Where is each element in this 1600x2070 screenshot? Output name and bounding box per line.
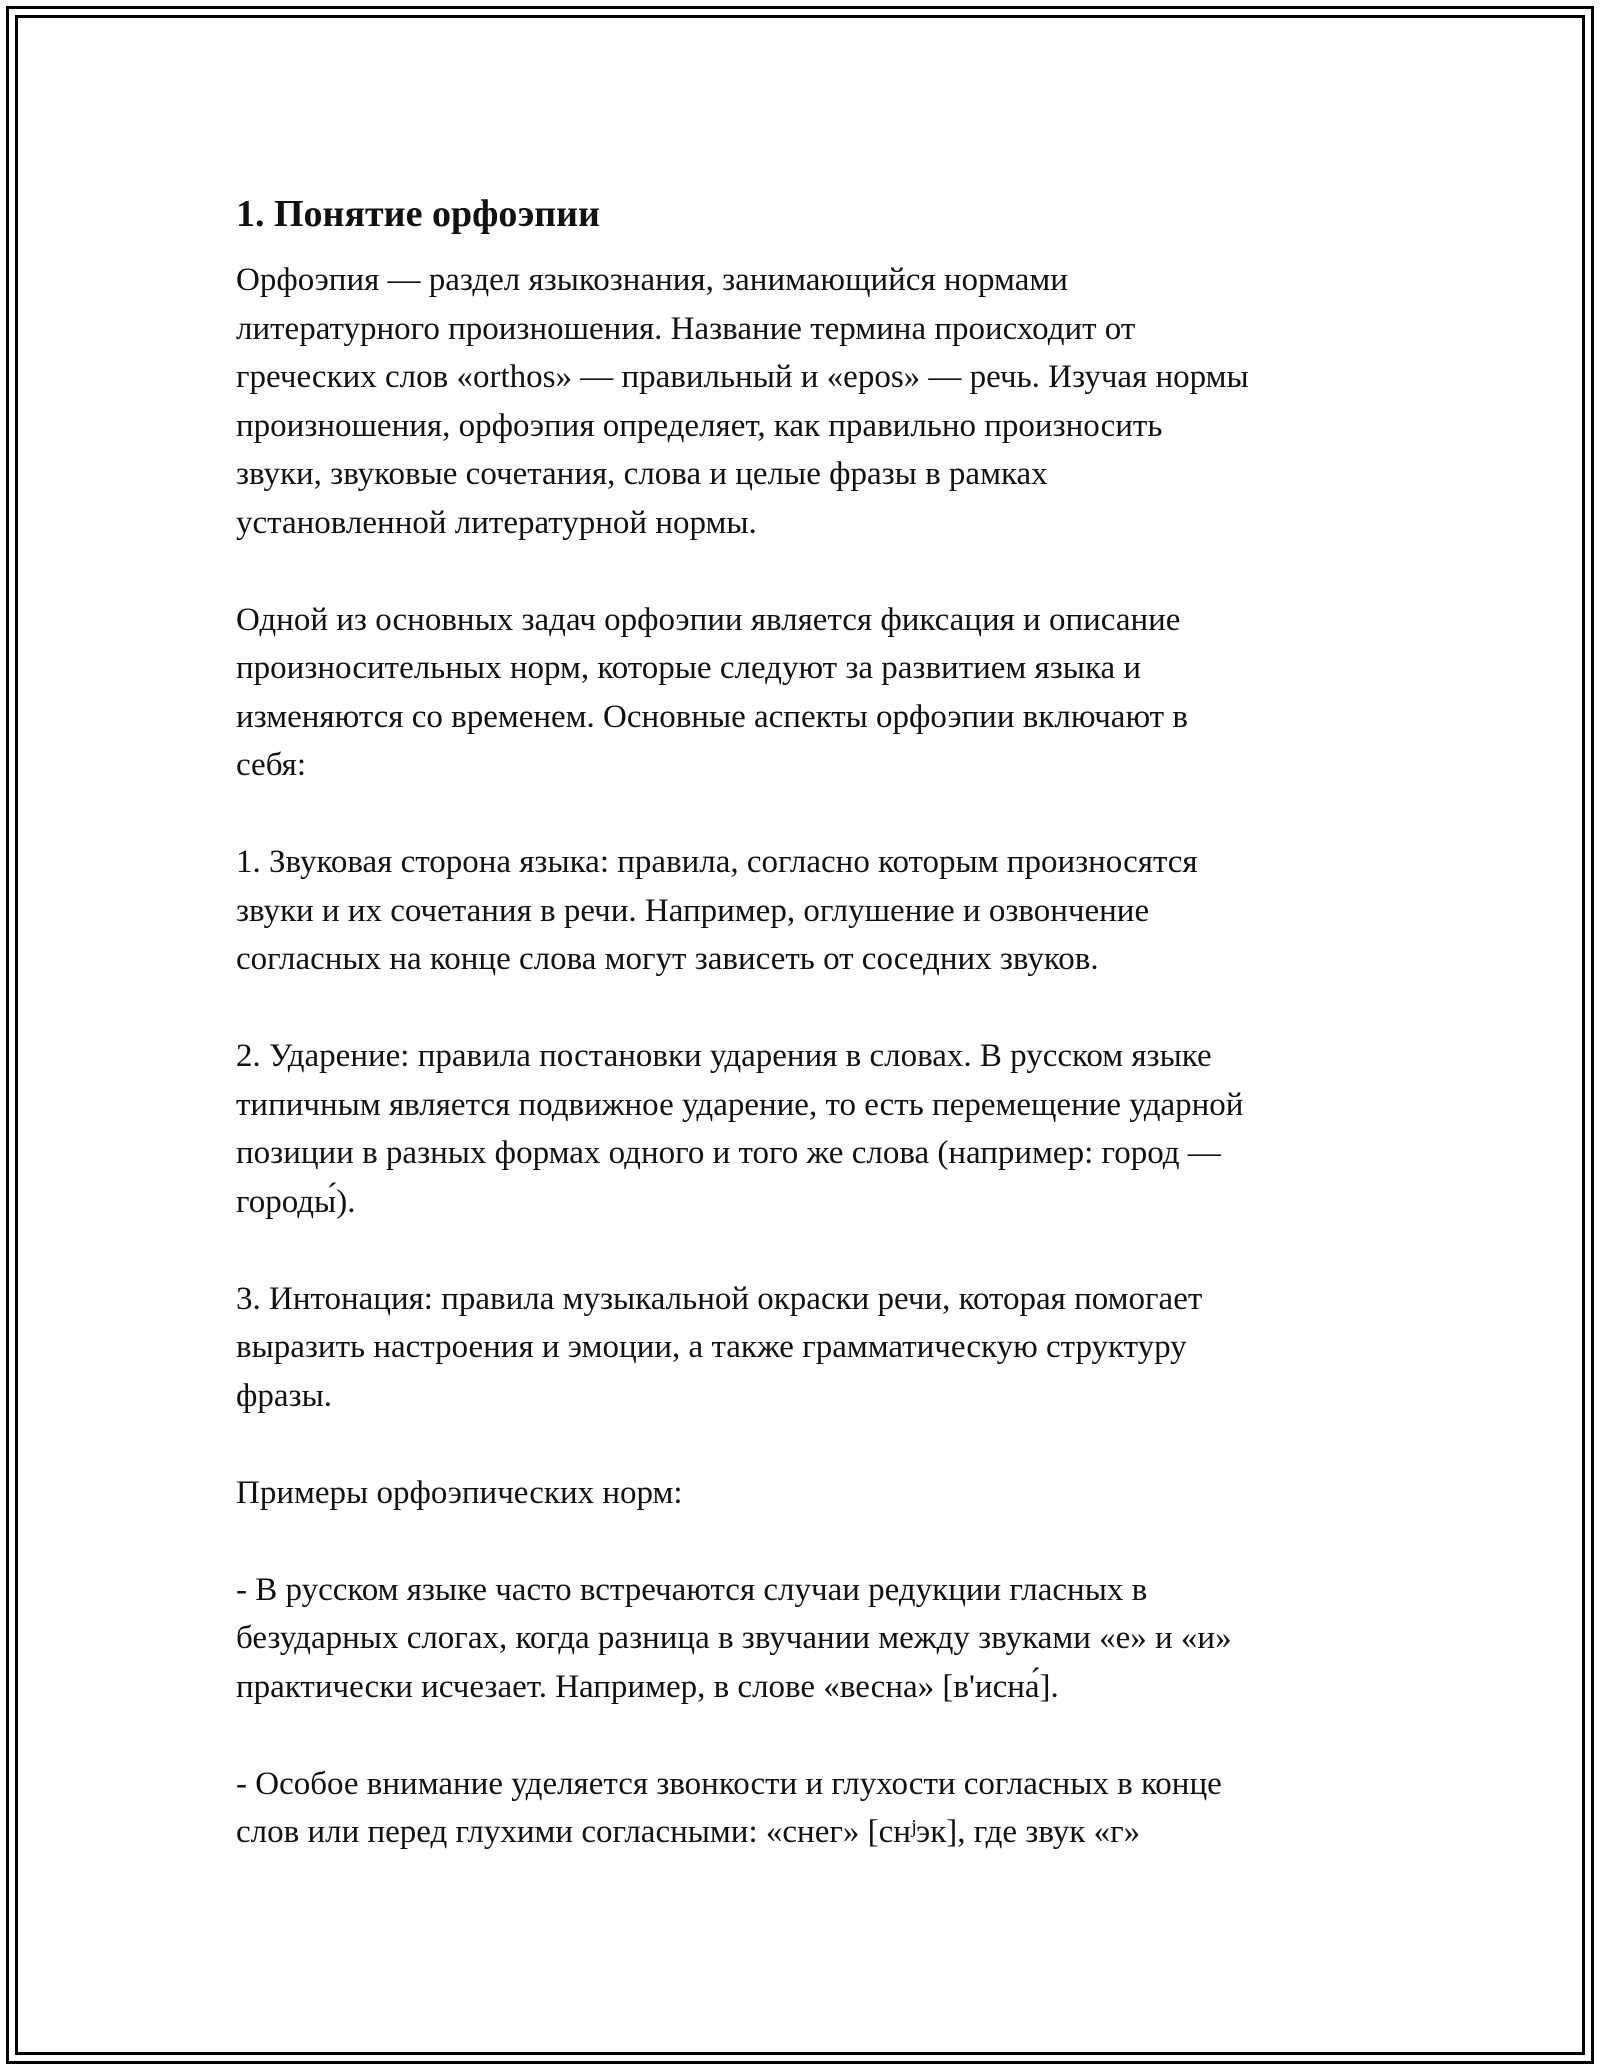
paragraph-aspect-stress: 2. Ударение: правила постановки ударения в словах. В русском языке типичным является подвижное ударение, то есть перемещение ударной позиции в разных формах одного и того же слова (например: город — городы́). [236, 1038, 1244, 1220]
paragraph-aspect-intonation: 3. Интонация: правила музыкальной окраски речи, которая помогает выразить настроения и эмоции, а также грамматическую структуру фразы. [236, 1280, 1203, 1414]
section-heading: 1. Понятие орфоэпии [236, 193, 600, 235]
paragraph-tasks: Одной из основных задач орфоэпии является фиксация и описание произносительных норм, которые следуют за развитием языка и изменяются со временем. Основные аспекты орфоэпии включают в себя: [236, 601, 1188, 783]
paragraph-example-consonants: - Особое внимание уделяется звонкости и глухости согласных в конце слов или перед глухими согласными: «снег» [снʲэк], где звук «г» [236, 1765, 1222, 1850]
paragraph-definition: Орфоэпия — раздел языкознания, занимающийся нормами литературного произношения. Название термина происходит от греческих слов «orthos» — правильный и «epos» — речь. Изучая нормы произношения, орфоэпия определяет, как правильно произносить звуки, звуковые сочетания, слова и целые фразы в рамках установленной литературной нормы. [236, 262, 1249, 541]
document-body [236, 184, 1376, 1857]
paragraph-aspect-sound: 1. Звуковая сторона языка: правила, согласно которым произносятся звуки и их сочетания в речи. Например, оглушение и озвончение согласных на конце слова могут зависеть от соседних звуков. [236, 844, 1198, 977]
paragraph-examples-title: Примеры орфоэпических норм: [236, 1474, 683, 1511]
paragraph-example-reduction: - В русском языке часто встречаются случаи редукции гласных в безударных слогах, когда разница в звучании между звуками «е» и «и» практически исчезает. Например, в слове «весна» [в'исна́]. [236, 1571, 1232, 1705]
